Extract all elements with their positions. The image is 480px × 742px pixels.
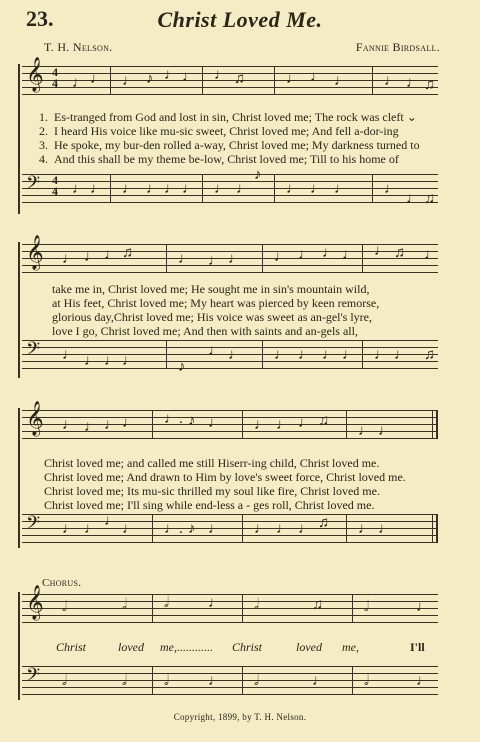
- treble-clef-icon: 𝄞: [26, 586, 44, 619]
- bass-clef-icon: 𝄢: [26, 338, 41, 363]
- verse-line: 1. Es-tranged from God and lost in sin, Christ loved me; The rock was cleft ⌄: [39, 110, 417, 124]
- verse-line: Christ loved me; I'll sing while end-less a - ges roll, Christ loved me.: [44, 498, 375, 512]
- bass-clef-icon: 𝄢: [26, 512, 41, 537]
- verse-line: glorious day,Christ loved me; His voice was sweet as an-gel's lyre,: [52, 310, 372, 324]
- verse-line: love I go, Christ loved me; And then with saints and an-gels all,: [52, 324, 358, 338]
- chorus-word: me,: [342, 640, 359, 654]
- verse-block-3: [44, 456, 406, 512]
- treble-clef-icon: 𝄞: [26, 402, 44, 435]
- hymn-number: 23.: [26, 6, 54, 31]
- chorus-word: Christ: [56, 640, 87, 654]
- chorus-word: me,............: [160, 640, 213, 654]
- verse-line: Christ loved me; and called me still Hiserr-ing child, Christ loved me.: [44, 456, 380, 470]
- treble-staff: 𝄞 ♩ ♩ ♩ ♫ ♩ ♩ ♩ ♩ ♩ ♩ ♩ ♩ ♫ ♩: [22, 244, 438, 272]
- verse-line: 3. He spoke, my bur-den rolled a-way, Christ loved me; My darkness turned to: [39, 138, 420, 152]
- copyright-notice: Copyright, 1899, by T. H. Nelson.: [173, 712, 307, 722]
- verse-block-1: [30, 110, 420, 166]
- treble-staff: 𝄞 4 4 ♩ ♩ ♩ ♪ ♩ ♩ ♩ ♫ ♩ ♩ ♩ ♩ ♩ ♫: [22, 66, 438, 94]
- chorus-word: Christ: [232, 640, 263, 654]
- treble-clef-icon: 𝄞: [26, 236, 44, 269]
- verse-line: Christ loved me; And drawn to Him by love's sweet force, Christ loved me.: [44, 470, 406, 484]
- verse-line: Christ loved me; Its mu-sic thrilled my soul like fire, Christ loved me.: [44, 484, 380, 498]
- verse-line: 4. And this shall be my theme be-low, Christ loved me; Till to his home of: [39, 152, 399, 166]
- treble-staff: 𝄞 𝅗𝅥 𝅗𝅥 𝅗𝅥 ♩ 𝅗𝅥 ♫ 𝅗𝅥 ♩: [22, 594, 438, 622]
- system-bracket: [18, 242, 20, 378]
- composer-credit: Fannie Birdsall.: [355, 40, 440, 54]
- treble-clef-icon: 𝄞: [26, 58, 44, 91]
- verse-block-2: [52, 282, 379, 338]
- lyricist-credit: T. H. Nelson.: [44, 40, 113, 54]
- bass-staff: 𝄢 4 4 ♩ ♩ ♩ ♩ ♩ ♩ ♩ ♩ ♪ ♩ ♩ ♩ ♩ ♩ ♫: [22, 174, 438, 202]
- hymn-title: Christ Loved Me.: [157, 7, 323, 32]
- system-bracket: [18, 408, 20, 548]
- verse-line: at His feet, Christ loved me; My heart was pierced by keen remorse,: [52, 296, 380, 310]
- treble-staff: 𝄞 ♩ ♩ ♩ ♩ ♩. ♪ ♩ ♩ ♩ ♩ ♫ ♩ ♩: [22, 410, 438, 438]
- chorus-label: Chorus.: [42, 577, 82, 589]
- chorus-word: I'll: [410, 640, 425, 654]
- chorus-word: loved: [296, 640, 322, 654]
- system-bracket: [18, 64, 20, 214]
- bass-staff: 𝄢 ♩ ♩ ♩ ♩ ♪ ♩ ♩ ♩ ♩ ♩ ♩ ♩ ♩ ♫: [22, 340, 438, 368]
- verse-line: take me in, Christ loved me; He sought me in sin's mountain wild,: [52, 282, 370, 296]
- system-bracket: [18, 592, 20, 700]
- time-signature: 4 4: [52, 65, 58, 90]
- verse-line: 2. I heard His voice like mu-sic sweet, Christ loved me; And fell a-dor-ing: [39, 124, 399, 138]
- bass-staff: 𝄢 𝅗𝅥 𝅗𝅥 𝅗𝅥 ♩ 𝅗𝅥 ♩ 𝅗𝅥 ♩: [22, 666, 438, 694]
- bass-staff: 𝄢 ♩ ♩ ♩ ♩ ♩. ♪ ♩ ♩ ♩ ♩ ♫ ♩ ♩: [22, 514, 438, 542]
- chorus-word: loved: [118, 640, 144, 654]
- bass-clef-icon: 𝄢: [26, 664, 41, 689]
- bass-clef-icon: 𝄢: [26, 172, 41, 197]
